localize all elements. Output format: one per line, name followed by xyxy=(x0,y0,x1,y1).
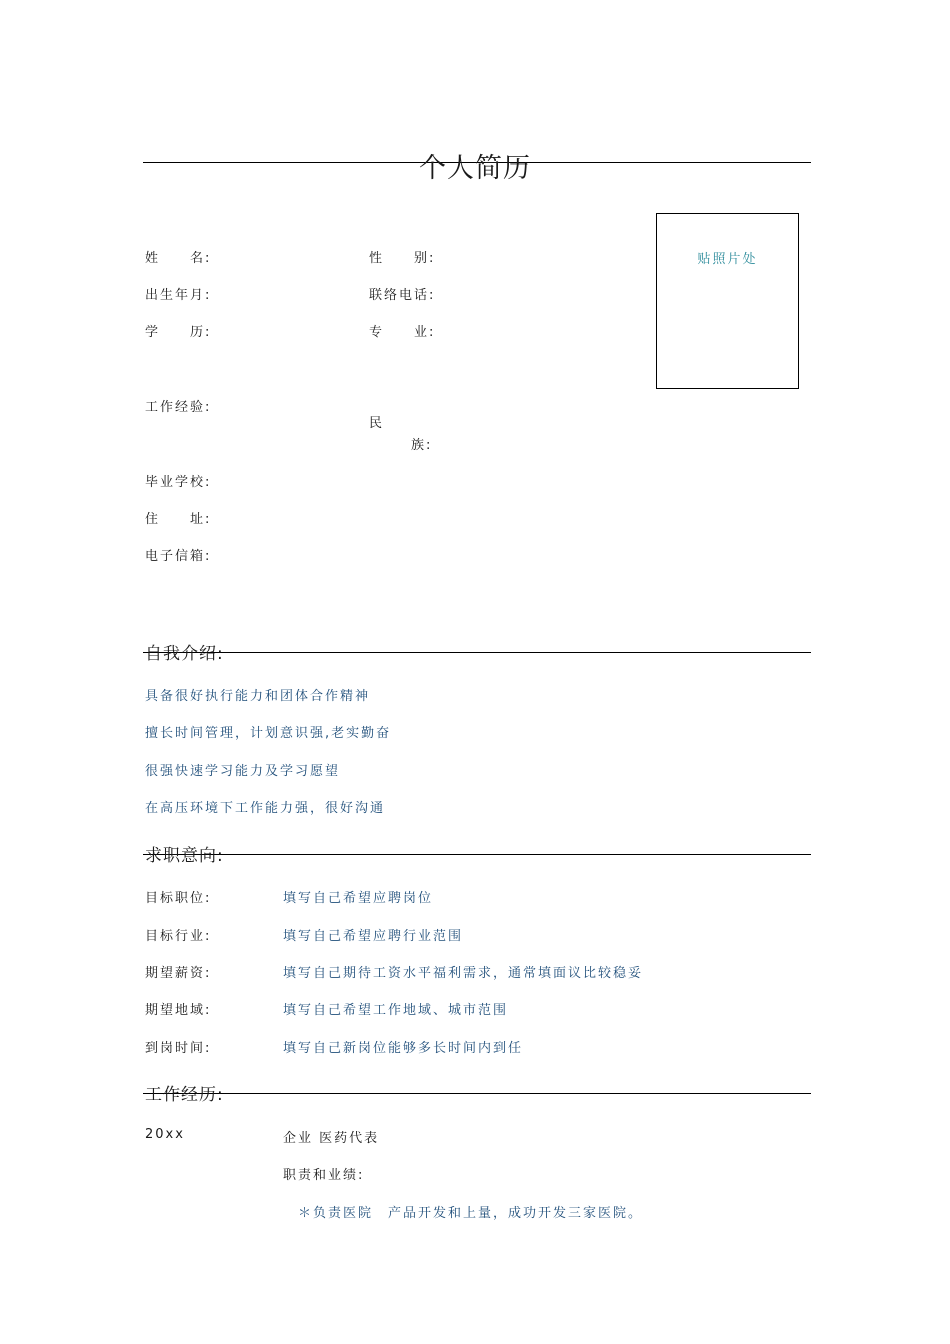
name-label: 姓 名: xyxy=(145,251,212,266)
education-label: 学 历: xyxy=(145,325,212,340)
objective-heading: 求职意向: xyxy=(145,846,224,866)
objective-value: 填写自己期待工资水平福利需求，通常填面议比较稳妥 xyxy=(283,966,644,981)
work-rule xyxy=(143,1093,811,1094)
objective-value: 填写自己希望应聘行业范围 xyxy=(283,929,464,944)
work-company: 企业 医药代表 xyxy=(283,1131,380,1146)
work-year: 20xx xyxy=(145,1127,185,1142)
ethnic-label-first: 民 xyxy=(369,416,385,431)
objective-rule xyxy=(143,854,811,855)
gender-label: 性 别: xyxy=(369,251,436,266)
objective-label: 目标职位: xyxy=(145,891,212,906)
objective-label: 期望薪资: xyxy=(145,966,212,981)
objective-label: 到岗时间: xyxy=(145,1041,212,1056)
objective-value: 填写自己新岗位能够多长时间内到任 xyxy=(283,1041,524,1056)
address-label: 住 址: xyxy=(145,512,212,527)
photo-placeholder xyxy=(656,213,799,389)
work-duty-label: 职责和业绩: xyxy=(283,1168,365,1183)
intro-rule xyxy=(143,652,811,653)
phone-label: 联络电话: xyxy=(369,288,436,303)
page-title: 个人简历 xyxy=(419,153,531,184)
intro-line: 很强快速学习能力及学习愿望 xyxy=(145,764,341,779)
objective-value: 填写自己希望应聘岗位 xyxy=(283,891,434,906)
ethnic-label-second: 族: xyxy=(411,438,433,453)
work-experience-label: 工作经验: xyxy=(145,400,212,415)
email-label: 电子信箱: xyxy=(145,549,212,564)
work-duty-bullet: ＊负责医院 产品开发和上量，成功开发三家医院。 xyxy=(298,1206,644,1221)
objective-label: 目标行业: xyxy=(145,929,212,944)
intro-line: 在高压环境下工作能力强，很好沟通 xyxy=(145,801,386,816)
intro-heading: 自我介绍: xyxy=(145,644,224,664)
objective-value: 填写自己希望工作地域、城市范围 xyxy=(283,1003,509,1018)
birth-label: 出生年月: xyxy=(145,288,212,303)
major-label: 专 业: xyxy=(369,325,436,340)
photo-label: 贴照片处 xyxy=(697,252,758,267)
school-label: 毕业学校: xyxy=(145,475,212,490)
objective-label: 期望地域: xyxy=(145,1003,212,1018)
intro-line: 具备很好执行能力和团体合作精神 xyxy=(145,689,371,704)
intro-line: 擅长时间管理，计划意识强,老实勤奋 xyxy=(145,726,392,741)
work-heading: 工作经历: xyxy=(145,1085,224,1105)
